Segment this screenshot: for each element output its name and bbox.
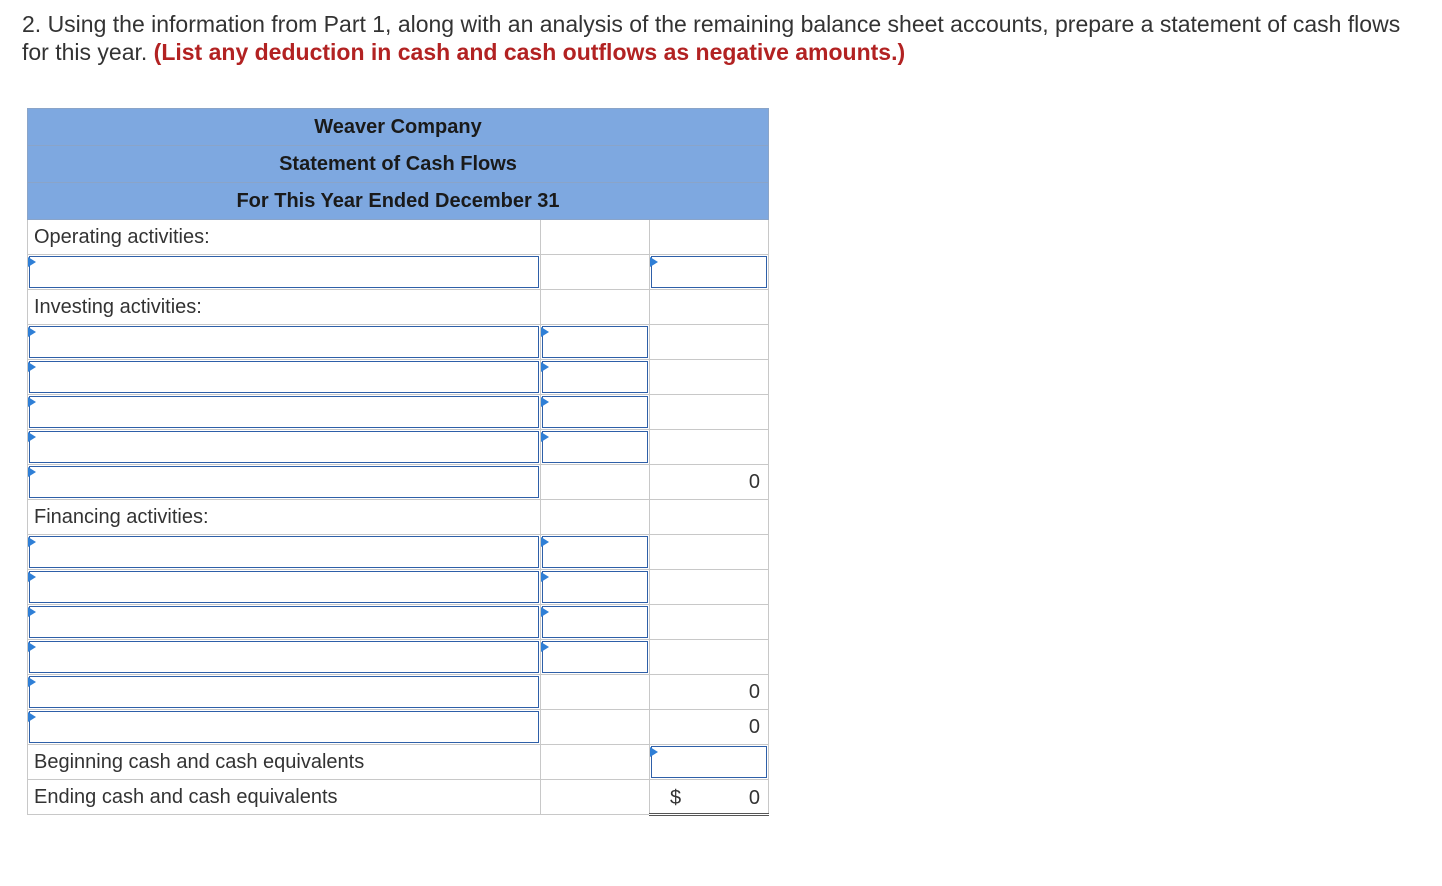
- investing-total-row: [28, 465, 769, 500]
- financing-amount-input[interactable]: [541, 570, 649, 604]
- investing-row: [28, 395, 769, 430]
- dropdown-marker-icon: [541, 607, 549, 617]
- dropdown-marker-icon: [650, 257, 658, 267]
- investing-total-label-dropdown[interactable]: [28, 465, 540, 499]
- operating-line-item-dropdown[interactable]: [28, 255, 540, 289]
- investing-row: [28, 360, 769, 395]
- instructions-text: [22, 10, 1422, 66]
- dropdown-marker-icon: [541, 362, 549, 372]
- investing-item-dropdown[interactable]: [28, 430, 540, 464]
- ending-cash-label: Ending cash and cash equivalents: [28, 780, 541, 815]
- instructions-prefix: 2. Using the information from Part 1, along with an analysis of the remaining balance sheet accounts, prepare a statement of cash flows for this year.: [22, 11, 1401, 65]
- financing-item-dropdown[interactable]: [28, 640, 540, 674]
- financing-row: [28, 570, 769, 605]
- dropdown-marker-icon: [28, 327, 36, 337]
- investing-total-value: 0: [650, 465, 769, 500]
- instructions-emphasis: (List any deduction in cash and cash outflows as negative amounts.): [153, 39, 906, 65]
- financing-row: [28, 640, 769, 675]
- financing-activities-label: Financing activities:: [28, 500, 541, 535]
- dropdown-marker-icon: [650, 747, 658, 757]
- statement-period: For This Year Ended December 31: [28, 183, 769, 220]
- dropdown-marker-icon: [28, 572, 36, 582]
- investing-amount-input[interactable]: [541, 325, 649, 359]
- financing-total-row: [28, 675, 769, 710]
- investing-item-dropdown[interactable]: [28, 360, 540, 394]
- dropdown-marker-icon: [28, 362, 36, 372]
- dropdown-marker-icon: [541, 397, 549, 407]
- dropdown-marker-icon: [541, 642, 549, 652]
- investing-item-dropdown[interactable]: [28, 325, 540, 359]
- net-change-row: [28, 710, 769, 745]
- ending-cash-row: [28, 780, 769, 815]
- dropdown-marker-icon: [28, 467, 36, 477]
- operating-activities-label: Operating activities:: [28, 220, 541, 255]
- financing-amount-input[interactable]: [541, 605, 649, 639]
- financing-total-label-dropdown[interactable]: [28, 675, 540, 709]
- dropdown-marker-icon: [541, 572, 549, 582]
- dropdown-marker-icon: [28, 537, 36, 547]
- dropdown-marker-icon: [28, 642, 36, 652]
- investing-activities-label: Investing activities:: [28, 290, 541, 325]
- operating-header-row: [28, 220, 769, 255]
- dropdown-marker-icon: [541, 432, 549, 442]
- financing-item-dropdown[interactable]: [28, 535, 540, 569]
- dropdown-marker-icon: [28, 432, 36, 442]
- financing-total-value: 0: [650, 675, 769, 710]
- ending-cash-cell: [650, 780, 769, 815]
- investing-row: [28, 325, 769, 360]
- dropdown-marker-icon: [28, 397, 36, 407]
- net-change-label-dropdown[interactable]: [28, 710, 540, 744]
- cash-flow-statement-table: [27, 108, 769, 816]
- dropdown-marker-icon: [28, 257, 36, 267]
- beginning-cash-row: [28, 745, 769, 780]
- investing-amount-input[interactable]: [541, 395, 649, 429]
- dropdown-marker-icon: [28, 607, 36, 617]
- financing-amount-input[interactable]: [541, 535, 649, 569]
- beginning-cash-label: Beginning cash and cash equivalents: [28, 745, 541, 780]
- financing-header-row: [28, 500, 769, 535]
- ending-cash-value: 0: [748, 787, 761, 809]
- dropdown-marker-icon: [541, 537, 549, 547]
- dropdown-marker-icon: [28, 677, 36, 687]
- statement-title: Statement of Cash Flows: [28, 146, 769, 183]
- investing-amount-input[interactable]: [541, 360, 649, 394]
- dropdown-marker-icon: [541, 327, 549, 337]
- operating-net-cash-input[interactable]: [650, 255, 768, 289]
- investing-amount-input[interactable]: [541, 430, 649, 464]
- financing-amount-input[interactable]: [541, 640, 649, 674]
- investing-row: [28, 430, 769, 465]
- financing-row: [28, 535, 769, 570]
- beginning-cash-input[interactable]: [650, 745, 768, 779]
- financing-item-dropdown[interactable]: [28, 570, 540, 604]
- investing-header-row: [28, 290, 769, 325]
- investing-item-dropdown[interactable]: [28, 395, 540, 429]
- operating-row: [28, 255, 769, 290]
- financing-row: [28, 605, 769, 640]
- dropdown-marker-icon: [28, 712, 36, 722]
- company-name: Weaver Company: [28, 109, 769, 146]
- net-change-value: 0: [650, 710, 769, 745]
- dollar-sign: $: [670, 787, 682, 809]
- financing-item-dropdown[interactable]: [28, 605, 540, 639]
